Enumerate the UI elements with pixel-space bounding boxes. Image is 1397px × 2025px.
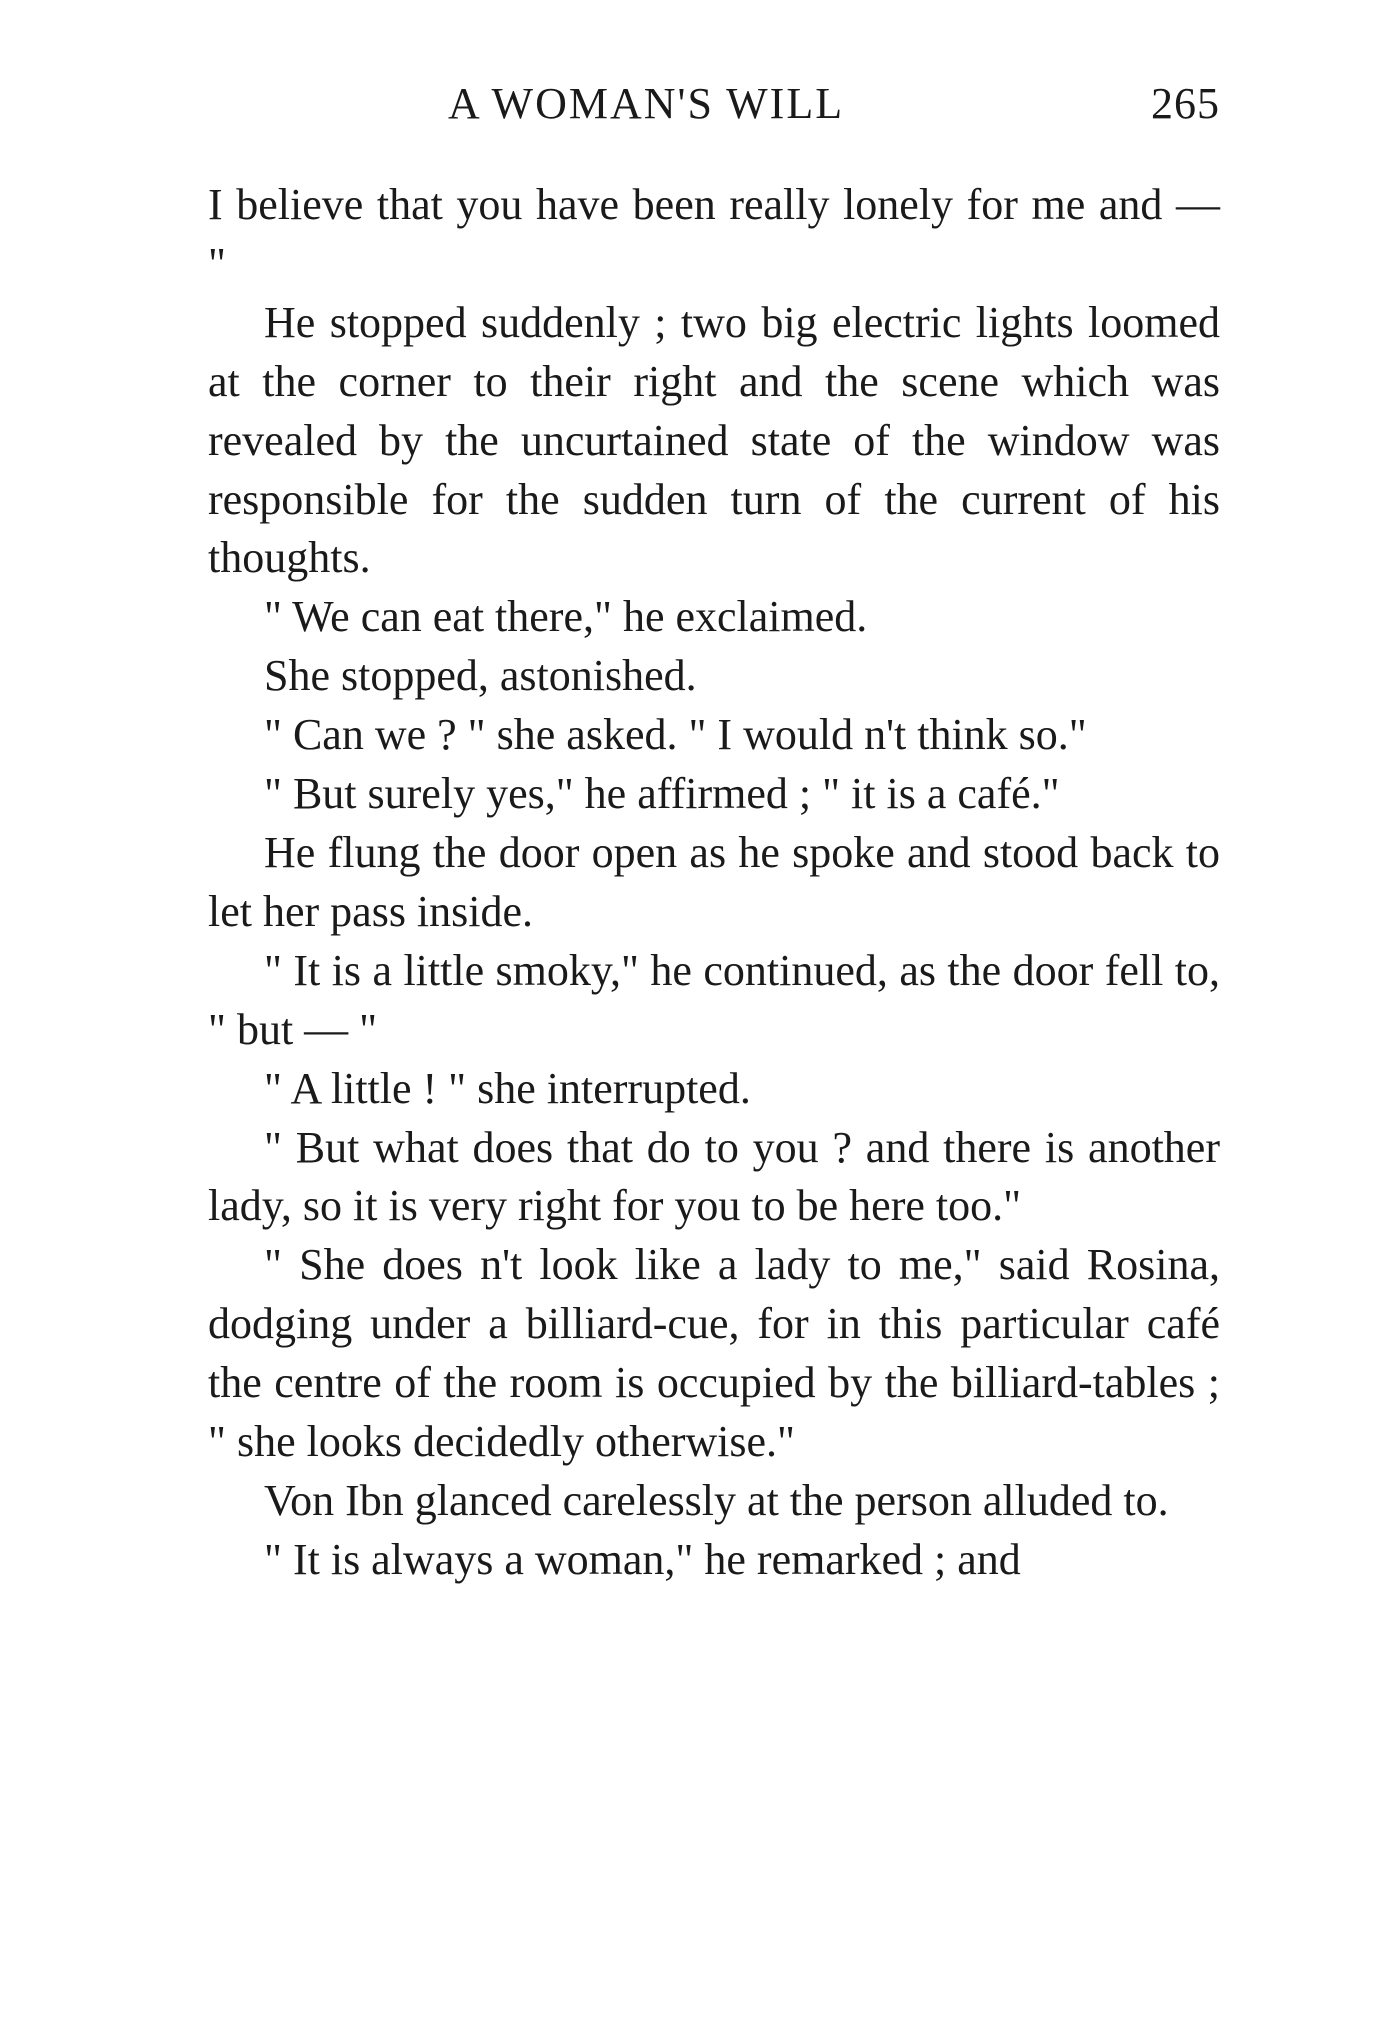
- paragraph: " Can we ? " she asked. " I would n't think so.": [264, 710, 1087, 760]
- paragraph: Von Ibn glanced carelessly at the person alluded to.: [264, 1475, 1169, 1525]
- page-header: [208, 78, 1220, 138]
- paragraph: " But what does that do to you ? and there is another lady, so it is very right for you to be here too.": [208, 1122, 1220, 1231]
- paragraph: " It is a little smoky," he continued, as the door fell to, " but — ": [208, 945, 1220, 1054]
- paragraph: " A little ! " she interrupted.: [264, 1063, 751, 1113]
- paragraph: She stopped, astonished.: [264, 651, 697, 701]
- paragraph: He flung the door open as he spoke and stood back to let her pass inside.: [208, 827, 1220, 936]
- paragraph: I believe that you have been really lonely for me and — ": [208, 180, 1220, 288]
- paragraph: " It is always a woman," he remarked ; and: [264, 1534, 1021, 1584]
- paragraph: " But surely yes," he affirmed ; " it is a café.": [264, 769, 1060, 819]
- paragraph: " She does n't look like a lady to me," said Rosina, dodging under a billiard-cue, for in this particular café the centre of the room is occupied by the billiard-tables ; " she looks decidedly otherwise.": [208, 1240, 1220, 1467]
- page-number: 265: [1151, 79, 1220, 128]
- paragraph: " We can eat there," he exclaimed.: [264, 592, 868, 642]
- body-text: [208, 176, 1220, 1590]
- running-title: A WOMAN'S WILL: [448, 79, 845, 128]
- paragraph: He stopped suddenly ; two big electric lights loomed at the corner to their right and the scene which was revealed by the uncurtained state of the window was responsible for the sudden turn of the current of his thoughts.: [208, 297, 1220, 583]
